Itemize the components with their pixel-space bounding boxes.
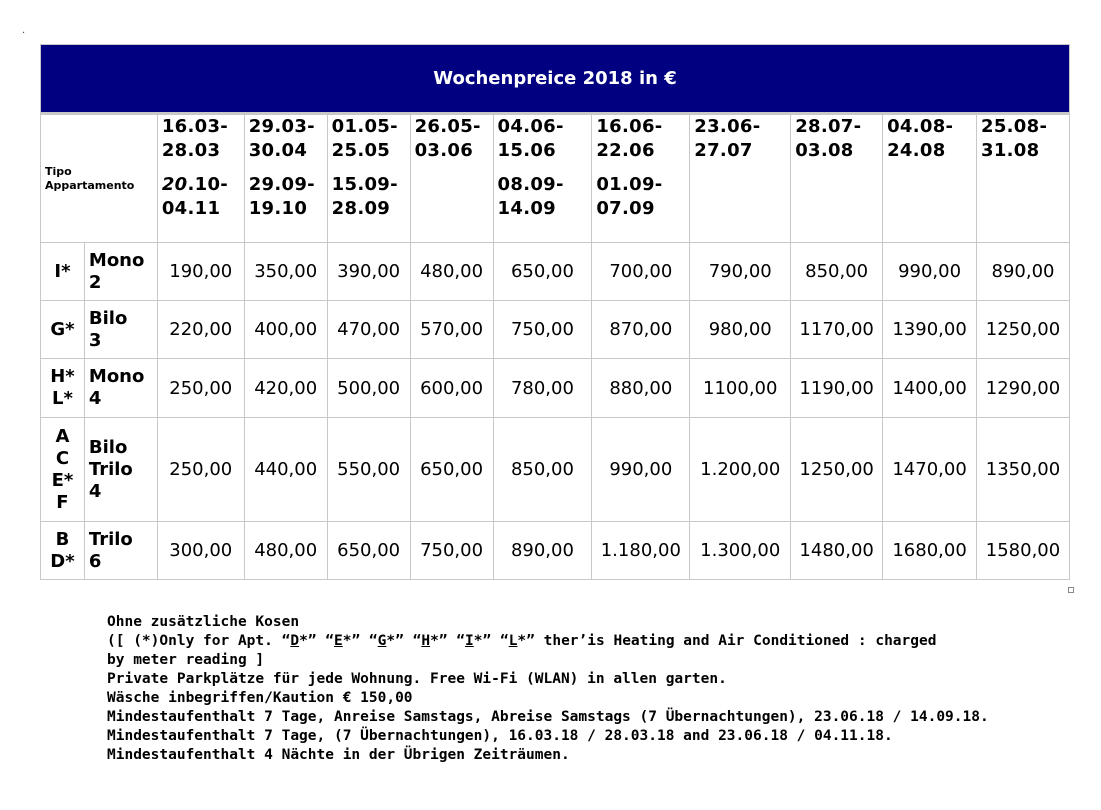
note-min-stay-saturday: Mindestaufenthalt 7 Tage, Anreise Samstags, Abreise Samstags (7 Übernachtungen), 23.06.18 / 14.09.18. bbox=[107, 709, 989, 725]
period-range-secondary: 29.09- 19.10 bbox=[248, 174, 315, 219]
period-header-7 bbox=[690, 115, 791, 243]
period-header-row bbox=[41, 115, 1070, 243]
period-header-4 bbox=[411, 115, 494, 243]
note-min-stay-4: Mindestaufenthalt 4 Nächte in der Übrigen Zeiträumen. bbox=[107, 747, 570, 763]
price-cell: 470,00 bbox=[328, 301, 411, 359]
price-cell: 1.300,00 bbox=[690, 522, 791, 580]
period-header-8 bbox=[791, 115, 883, 243]
period-range-primary: 23.06- 27.07 bbox=[694, 116, 761, 161]
price-cell: 750,00 bbox=[494, 301, 593, 359]
price-cell: 1190,00 bbox=[791, 359, 883, 418]
table-title: Wochenpreice 2018 in € bbox=[41, 45, 1070, 115]
tipo-appartamento-header bbox=[41, 115, 158, 243]
price-cell: 1.180,00 bbox=[592, 522, 690, 580]
apartment-ref: L bbox=[508, 633, 518, 649]
price-cell: 850,00 bbox=[791, 243, 883, 301]
price-cell: 1.200,00 bbox=[690, 418, 791, 522]
apartment-ref: G bbox=[377, 633, 387, 649]
price-cell: 480,00 bbox=[411, 243, 494, 301]
apartment-type: Bilo 3 bbox=[85, 301, 158, 359]
note-min-stay-7: Mindestaufenthalt 7 Tage, (7 Übernachtungen), 16.03.18 / 28.03.18 and 23.06.18 / 04.11.18. bbox=[107, 728, 893, 744]
apartment-type: Mono 2 bbox=[85, 243, 158, 301]
price-cell: 1400,00 bbox=[883, 359, 977, 418]
note-heating: ([ (*)Only for Apt. “D*” “E*” “G*” “H*” “I*” “L*” ther’is Heating and Air Conditioned : charged by meter reading ] bbox=[107, 633, 937, 668]
period-range-secondary: 20.10- 04.11 bbox=[161, 174, 229, 219]
price-cell: 250,00 bbox=[158, 359, 245, 418]
price-cell: 790,00 bbox=[690, 243, 791, 301]
price-cell: 550,00 bbox=[328, 418, 411, 522]
price-cell: 890,00 bbox=[977, 243, 1070, 301]
price-cell: 700,00 bbox=[592, 243, 690, 301]
price-cell: 990,00 bbox=[592, 418, 690, 522]
price-cell: 440,00 bbox=[245, 418, 328, 522]
price-cell: 990,00 bbox=[883, 243, 977, 301]
apartment-type: Trilo 6 bbox=[85, 522, 158, 580]
price-cell: 480,00 bbox=[245, 522, 328, 580]
table-resize-handle[interactable] bbox=[1068, 587, 1074, 593]
price-cell: 250,00 bbox=[158, 418, 245, 522]
period-range-secondary: 01.09- 07.09 bbox=[596, 174, 663, 219]
period-range-primary: 16.06- 22.06 bbox=[596, 116, 663, 161]
price-cell: 980,00 bbox=[690, 301, 791, 359]
apartment-code: I* bbox=[41, 243, 85, 301]
period-range-primary: 04.06- 15.06 bbox=[497, 116, 564, 161]
period-header-6 bbox=[592, 115, 690, 243]
price-cell: 1250,00 bbox=[791, 418, 883, 522]
period-range-primary: 25.08- 31.08 bbox=[981, 116, 1048, 161]
price-cell: 1290,00 bbox=[977, 359, 1070, 418]
note-no-extra-costs: Ohne zusätzliche Kosen bbox=[107, 614, 300, 630]
apartment-ref: I bbox=[465, 633, 474, 649]
price-cell: 890,00 bbox=[494, 522, 593, 580]
price-cell: 420,00 bbox=[245, 359, 328, 418]
period-range-primary: 01.05- 25.05 bbox=[331, 116, 398, 161]
price-cell: 650,00 bbox=[411, 418, 494, 522]
table-row bbox=[41, 418, 1070, 522]
table-row bbox=[41, 301, 1070, 359]
apartment-ref: H bbox=[421, 633, 431, 649]
period-header-10 bbox=[977, 115, 1070, 243]
note-laundry-deposit: Wäsche inbegriffen/Kaution € 150,00 bbox=[107, 690, 413, 706]
price-cell: 870,00 bbox=[592, 301, 690, 359]
price-cell: 570,00 bbox=[411, 301, 494, 359]
apartment-code: A C E* F bbox=[41, 418, 85, 522]
price-cell: 400,00 bbox=[245, 301, 328, 359]
price-cell: 750,00 bbox=[411, 522, 494, 580]
price-cell: 1480,00 bbox=[791, 522, 883, 580]
period-header-9 bbox=[883, 115, 977, 243]
price-cell: 1580,00 bbox=[977, 522, 1070, 580]
price-table bbox=[40, 44, 1070, 580]
table-row bbox=[41, 359, 1070, 418]
period-range-primary: 29.03- 30.04 bbox=[248, 116, 315, 161]
price-cell: 780,00 bbox=[494, 359, 593, 418]
apartment-type: Bilo Trilo 4 bbox=[85, 418, 158, 522]
period-range-primary: 26.05- 03.06 bbox=[414, 116, 481, 161]
period-header-5 bbox=[494, 115, 593, 243]
table-row bbox=[41, 522, 1070, 580]
price-cell: 650,00 bbox=[328, 522, 411, 580]
period-range-secondary: 15.09- 28.09 bbox=[331, 174, 398, 219]
price-cell: 220,00 bbox=[158, 301, 245, 359]
period-range-primary: 04.08- 24.08 bbox=[887, 116, 954, 161]
price-cell: 300,00 bbox=[158, 522, 245, 580]
price-cell: 1100,00 bbox=[690, 359, 791, 418]
apartment-ref: E bbox=[334, 633, 343, 649]
period-header-3 bbox=[328, 115, 411, 243]
period-header-1 bbox=[158, 115, 245, 243]
price-cell: 1350,00 bbox=[977, 418, 1070, 522]
price-cell: 390,00 bbox=[328, 243, 411, 301]
apartment-type: Mono 4 bbox=[85, 359, 158, 418]
period-header-2 bbox=[245, 115, 328, 243]
price-cell: 500,00 bbox=[328, 359, 411, 418]
price-cell: 1170,00 bbox=[791, 301, 883, 359]
page-marker: . bbox=[22, 25, 26, 36]
price-cell: 1680,00 bbox=[883, 522, 977, 580]
price-cell: 850,00 bbox=[494, 418, 593, 522]
table-row bbox=[41, 243, 1070, 301]
apartment-ref: D bbox=[290, 633, 300, 649]
price-cell: 650,00 bbox=[494, 243, 593, 301]
price-cell: 1470,00 bbox=[883, 418, 977, 522]
apartment-code: G* bbox=[41, 301, 85, 359]
tipo-label: Tipo Appartamento bbox=[45, 164, 135, 192]
price-cell: 1250,00 bbox=[977, 301, 1070, 359]
apartment-code: H* L* bbox=[41, 359, 85, 418]
period-range-primary: 28.07- 03.08 bbox=[795, 116, 862, 161]
note-parking-wifi: Private Parkplätze für jede Wohnung. Free Wi-Fi (WLAN) in allen garten. bbox=[107, 671, 727, 687]
apartment-code: B D* bbox=[41, 522, 85, 580]
price-cell: 880,00 bbox=[592, 359, 690, 418]
price-cell: 350,00 bbox=[245, 243, 328, 301]
period-range-secondary: 08.09- 14.09 bbox=[497, 174, 564, 219]
price-cell: 600,00 bbox=[411, 359, 494, 418]
price-cell: 1390,00 bbox=[883, 301, 977, 359]
period-range-primary: 16.03- 28.03 bbox=[161, 116, 229, 161]
notes-block bbox=[107, 613, 1067, 765]
price-cell: 190,00 bbox=[158, 243, 245, 301]
